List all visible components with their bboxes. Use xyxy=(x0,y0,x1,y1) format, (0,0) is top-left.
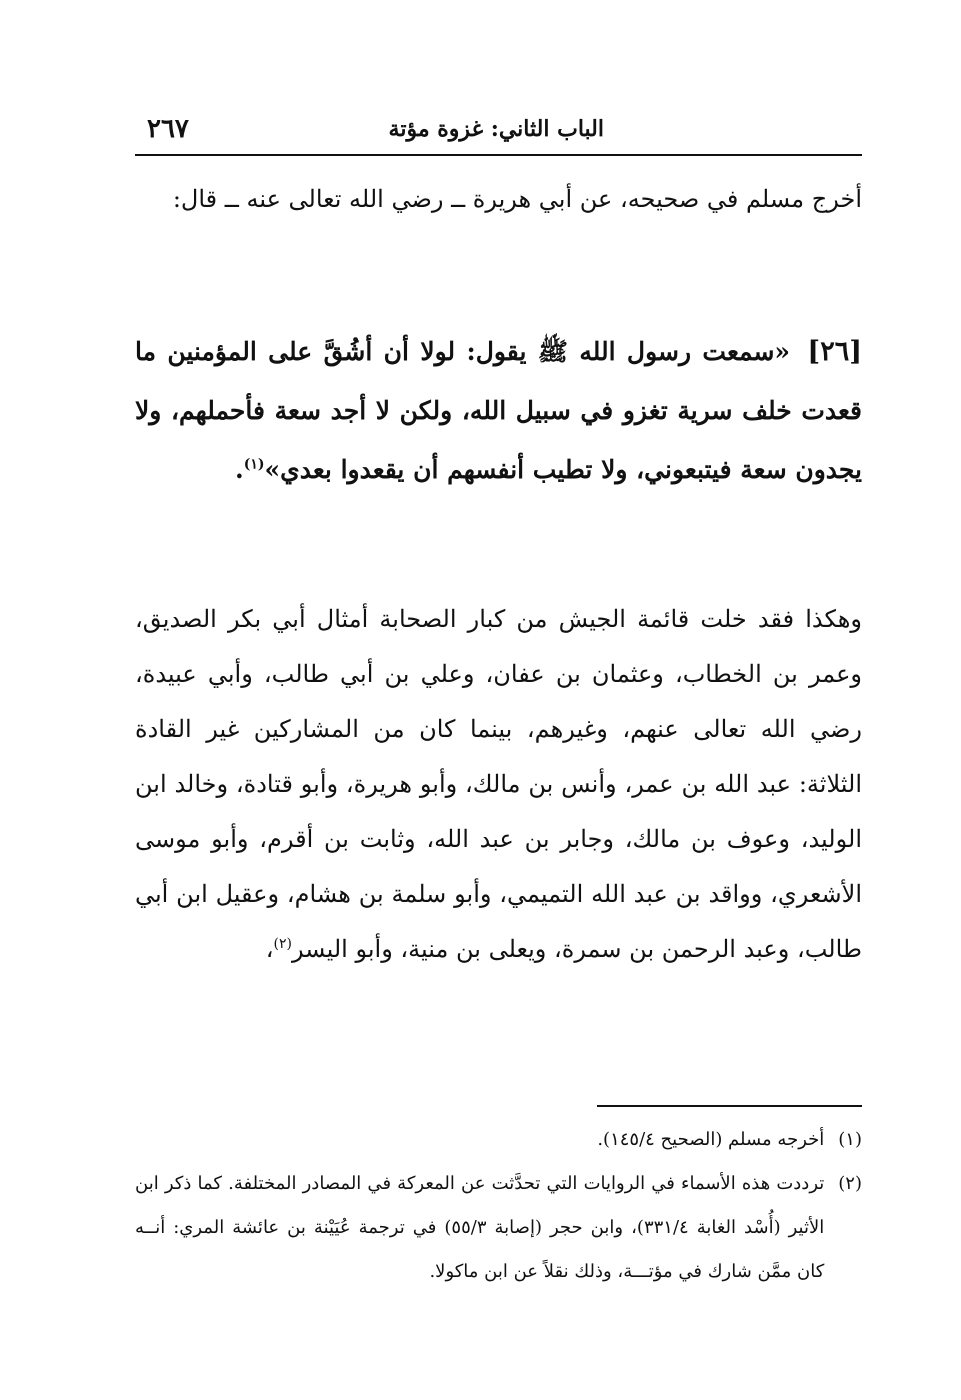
running-header xyxy=(135,108,862,152)
hadith-number: [٢٦] xyxy=(807,336,862,367)
footnote-text: أخرجه مسلم (الصحيح ١٤٥/٤). xyxy=(597,1129,825,1150)
intro-paragraph: أخرج مسلم في صحيحه، عن أبي هريرة ــ رضي الله تعالى عنه ــ قال: xyxy=(172,185,862,213)
footnote-item xyxy=(135,1162,862,1294)
footnotes xyxy=(135,1118,862,1294)
footnote-number: (١) xyxy=(838,1129,862,1150)
header-divider xyxy=(135,154,862,156)
footnote-ref-1[interactable]: (١) xyxy=(243,456,265,473)
hadith-text: «سمعت رسول الله ﷺ يقول: لولا أن أشُقَّ على المؤمنين ما قعدت خلف سرية تغزو في سبيل الله، ولكن لا أجد سعة فأحملهم، ولا يجدون سعة فيتبعوني، ولا تطيب أنفسهم أن يقعدوا بعدي» xyxy=(135,337,862,484)
body-end: ، xyxy=(265,935,274,963)
chapter-title: الباب الثاني: غزوة مؤتة xyxy=(388,116,604,142)
page-number: ٢٦٧ xyxy=(147,114,189,144)
body-text: وهكذا فقد خلت قائمة الجيش من كبار الصحابة أمثال أبي بكر الصديق، وعمر بن الخطاب، وعثمان بن عفان، وعلي بن أبي طالب، وأبي عبيدة، رضي الله تعالى عنهم، وغيرهم، بينما كان من المشاركين غير القادة الثلاثة: عبد الله بن عمر، وأنس بن مالك، وأبو هريرة، وأبو قتادة، وخالد ابن الوليد، وعوف بن مالك، وجابر بن عبد الله، وثابت بن أقرم، وأبو موسى الأشعري، وواقد بن عبد الله التميمي، وأبو سلمة بن هشام، وعقيل ابن أبي طالب، وعبد الرحمن بن سمرة، ويعلى بن منية، وأبو اليسر xyxy=(135,605,862,963)
body-paragraph xyxy=(135,592,862,977)
footnote-text: ترددت هذه الأسماء في الروايات التي تحدَّثت عن المعركة في المصادر المختلفة. كما ذكر ابن الأثير (أُسْد الغابة ٣٣١/٤)، وابن حجر (إصابة ٥٥/٣) في ترجمة عُيَيْنة بن عائشة المري: أنــه كان ممَّن شارك في مؤتـــة، وذلك نقلاً عن ابن ماكولا. xyxy=(135,1173,825,1282)
hadith-paragraph xyxy=(135,322,862,499)
footnote-ref-2[interactable]: (٢) xyxy=(273,936,292,952)
footnote-number: (٢) xyxy=(838,1173,862,1194)
footnote-divider xyxy=(597,1105,862,1107)
hadith-end: . xyxy=(235,455,244,484)
footnote-item xyxy=(135,1118,862,1162)
